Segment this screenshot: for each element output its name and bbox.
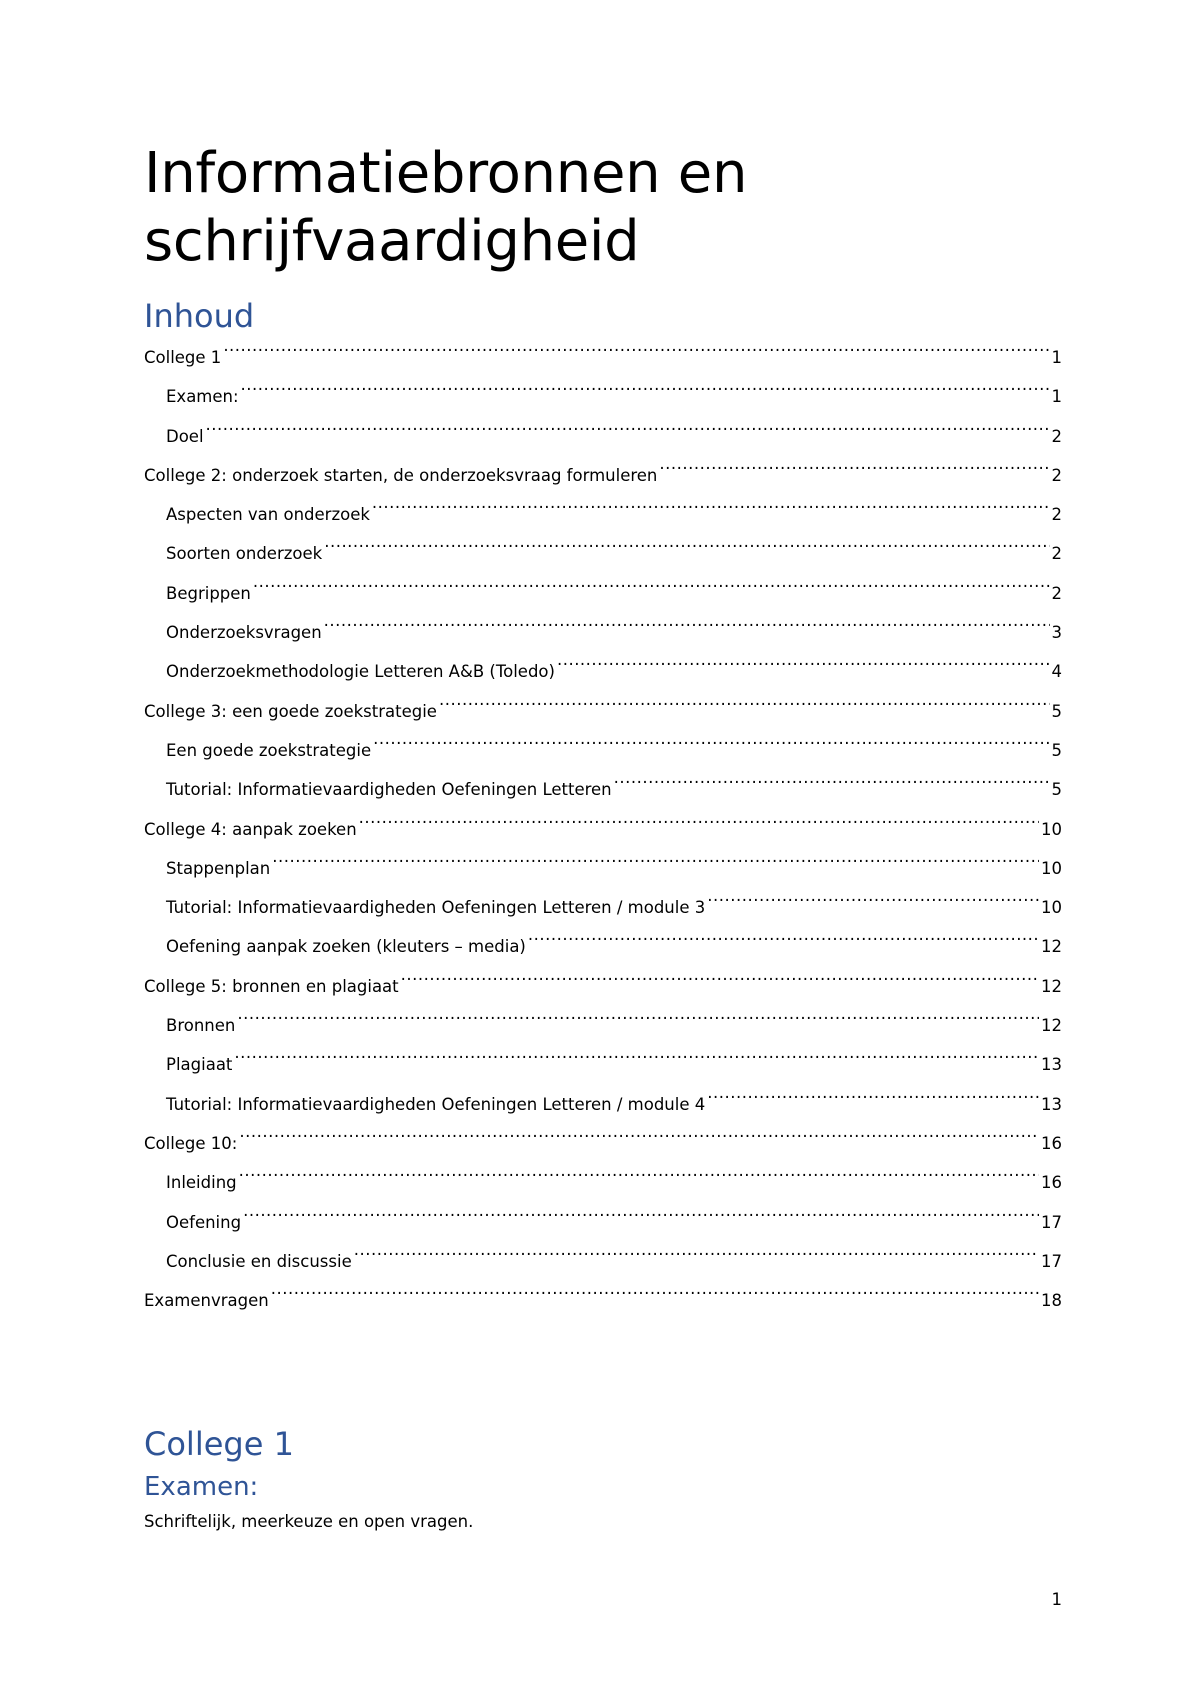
toc-entry-page-number: 2 xyxy=(1051,426,1062,446)
toc-entry-label: Begrippen xyxy=(166,583,251,603)
toc-entry[interactable] xyxy=(144,534,1062,573)
toc-entry-page-number: 2 xyxy=(1051,505,1062,525)
toc-entry[interactable] xyxy=(144,1281,1062,1320)
toc-entry[interactable] xyxy=(144,417,1062,456)
toc-dot-leader xyxy=(659,464,1049,481)
toc-dot-leader xyxy=(614,779,1050,796)
toc-entry-page-number: 3 xyxy=(1051,623,1062,643)
toc-entry-page-number: 13 xyxy=(1041,1094,1062,1114)
toc-dot-leader xyxy=(372,504,1050,521)
toc-entry-label: Stappenplan xyxy=(166,858,271,878)
toc-dot-leader xyxy=(239,1132,1039,1149)
toc-entry[interactable] xyxy=(144,810,1062,849)
toc-entry-label: College 4: aanpak zoeken xyxy=(144,819,357,839)
toc-entry[interactable] xyxy=(144,1085,1062,1124)
toc-entry-page-number: 10 xyxy=(1041,819,1062,839)
toc-dot-leader xyxy=(707,1093,1039,1110)
toc-entry-page-number: 10 xyxy=(1041,898,1062,918)
toc-entry-page-number: 18 xyxy=(1041,1291,1062,1311)
toc-entry-label: Aspecten van onderzoek xyxy=(166,505,370,525)
toc-dot-leader xyxy=(223,347,1049,364)
toc-entry-label: Doel xyxy=(166,426,204,446)
toc-entry[interactable] xyxy=(144,927,1062,966)
body-paragraph: Schriftelijk, meerkeuze en open vragen. xyxy=(144,1512,474,1531)
toc-entry[interactable] xyxy=(144,731,1062,770)
toc-entry-page-number: 17 xyxy=(1041,1251,1062,1271)
toc-entry-page-number: 2 xyxy=(1051,544,1062,564)
toc-dot-leader xyxy=(401,975,1039,992)
toc-entry-page-number: 13 xyxy=(1041,1055,1062,1075)
toc-entry-page-number: 17 xyxy=(1041,1212,1062,1232)
toc-entry-label: Onderzoekmethodologie Letteren A&B (Toledo) xyxy=(166,662,555,682)
toc-entry-page-number: 1 xyxy=(1051,348,1062,367)
toc-entry-label: College 5: bronnen en plagiaat xyxy=(144,976,399,996)
toc-entry-page-number: 16 xyxy=(1041,1173,1062,1193)
toc-dot-leader xyxy=(439,700,1050,717)
toc-entry[interactable] xyxy=(144,888,1062,927)
toc-dot-leader xyxy=(707,897,1039,914)
toc-entry-page-number: 16 xyxy=(1041,1133,1062,1153)
toc-entry-page-number: 5 xyxy=(1051,740,1062,760)
section-heading-college-1: College 1 xyxy=(144,1425,294,1463)
toc-entry-page-number: 12 xyxy=(1041,976,1062,996)
toc-entry-label: Examen: xyxy=(166,387,239,407)
toc-entry[interactable] xyxy=(144,613,1062,652)
toc-entry-label: Tutorial: Informatievaardigheden Oefeningen Letteren xyxy=(166,780,612,800)
toc-heading: Inhoud xyxy=(144,297,255,335)
toc-dot-leader xyxy=(241,386,1050,403)
toc-dot-leader xyxy=(243,1211,1039,1228)
toc-entry[interactable] xyxy=(144,967,1062,1006)
toc-entry-label: College 1 xyxy=(144,348,222,367)
toc-entry-label: Conclusie en discussie xyxy=(166,1251,352,1271)
toc-entry-label: Bronnen xyxy=(166,1016,236,1036)
subsection-heading-examen: Examen: xyxy=(144,1472,259,1502)
toc-entry-page-number: 1 xyxy=(1051,387,1062,407)
toc-entry[interactable] xyxy=(144,456,1062,495)
toc-entry-page-number: 2 xyxy=(1051,465,1062,485)
page-number: 1 xyxy=(1051,1590,1062,1609)
document-title: Informatiebronnen en schrijfvaardigheid xyxy=(144,141,748,274)
toc-entry[interactable] xyxy=(144,1006,1062,1045)
toc-dot-leader xyxy=(234,1054,1039,1071)
toc-entry-label: Inleiding xyxy=(166,1173,237,1193)
toc-dot-leader xyxy=(271,1290,1039,1307)
toc-entry-label: College 2: onderzoek starten, de onderzoeksvraag formuleren xyxy=(144,465,658,485)
toc-entry-page-number: 12 xyxy=(1041,1016,1062,1036)
toc-dot-leader xyxy=(324,543,1049,560)
toc-dot-leader xyxy=(359,818,1039,835)
toc-dot-leader xyxy=(324,622,1050,639)
toc-entry[interactable] xyxy=(144,495,1062,534)
toc-entry-label: Oefening xyxy=(166,1212,242,1232)
toc-entry-label: Tutorial: Informatievaardigheden Oefeningen Letteren / module 4 xyxy=(166,1094,706,1114)
toc-entry-label: Plagiaat xyxy=(166,1055,233,1075)
toc-entry-label: Oefening aanpak zoeken (kleuters – media) xyxy=(166,937,526,957)
toc-entry-label: College 3: een goede zoekstrategie xyxy=(144,701,437,721)
toc-entry[interactable] xyxy=(144,692,1062,731)
toc-dot-leader xyxy=(253,582,1050,599)
table-of-contents xyxy=(144,338,1062,1320)
toc-entry-page-number: 2 xyxy=(1051,583,1062,603)
toc-entry-page-number: 5 xyxy=(1051,780,1062,800)
toc-entry[interactable] xyxy=(144,849,1062,888)
toc-entry[interactable] xyxy=(144,1124,1062,1163)
toc-entry-label: Tutorial: Informatievaardigheden Oefeningen Letteren / module 3 xyxy=(166,898,706,918)
toc-entry[interactable] xyxy=(144,1045,1062,1084)
toc-dot-leader xyxy=(528,936,1039,953)
toc-entry[interactable] xyxy=(144,770,1062,809)
toc-entry[interactable] xyxy=(144,652,1062,691)
toc-dot-leader xyxy=(272,857,1039,874)
toc-dot-leader xyxy=(206,425,1050,442)
toc-entry[interactable] xyxy=(144,338,1062,377)
toc-entry[interactable] xyxy=(144,377,1062,416)
toc-entry[interactable] xyxy=(144,1242,1062,1281)
toc-entry[interactable] xyxy=(144,574,1062,613)
toc-entry-label: College 10: xyxy=(144,1133,238,1153)
toc-entry-page-number: 5 xyxy=(1051,701,1062,721)
toc-entry-page-number: 12 xyxy=(1041,937,1062,957)
toc-entry-label: Onderzoeksvragen xyxy=(166,623,322,643)
toc-entry[interactable] xyxy=(144,1203,1062,1242)
toc-entry-page-number: 4 xyxy=(1051,662,1062,682)
toc-dot-leader xyxy=(237,1015,1039,1032)
toc-dot-leader xyxy=(239,1172,1039,1189)
toc-entry-page-number: 10 xyxy=(1041,858,1062,878)
toc-entry-label: Een goede zoekstrategie xyxy=(166,740,372,760)
toc-entry-label: Soorten onderzoek xyxy=(166,544,323,564)
toc-entry[interactable] xyxy=(144,1163,1062,1202)
toc-dot-leader xyxy=(354,1250,1039,1267)
toc-entry-label: Examenvragen xyxy=(144,1291,269,1311)
toc-dot-leader xyxy=(373,739,1049,756)
toc-dot-leader xyxy=(557,661,1050,678)
